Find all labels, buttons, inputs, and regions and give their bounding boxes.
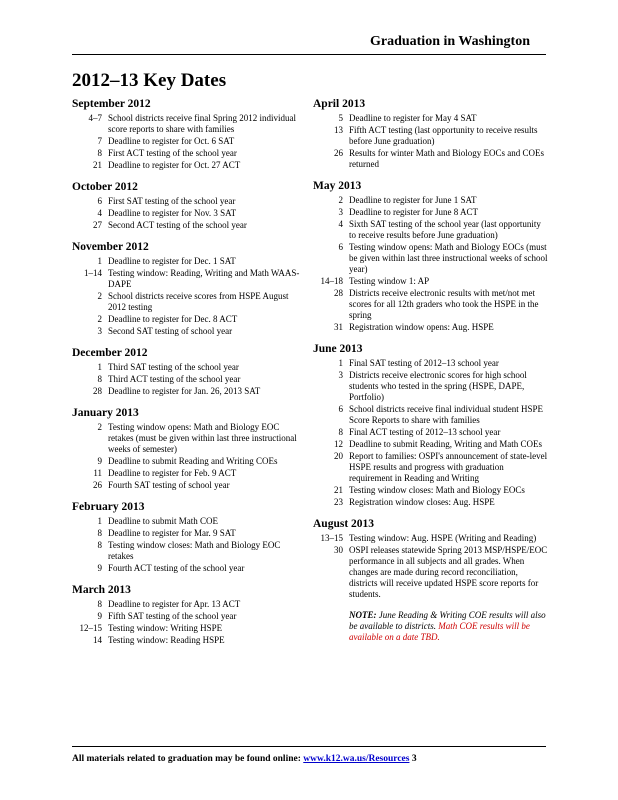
entry-date: 6 [97, 196, 102, 206]
entry-text: Final SAT testing of 2012–13 school year [349, 358, 499, 368]
date-entry [72, 480, 304, 491]
month-heading: February 2013 [72, 501, 145, 513]
date-entry [72, 148, 304, 159]
entry-text: OSPI releases statewide Spring 2013 MSP/HSPE/EOC performance in all subjects and all grades. When changes are made during record reconciliation, districts will receive updated HSPE score reports for students. [349, 545, 548, 599]
entry-text: Sixth SAT testing of the school year (last opportunity to receive results before June graduation) [349, 219, 541, 240]
entry-date: 1 [97, 362, 102, 372]
entry-date: 14–18 [320, 276, 343, 286]
entry-date: 27 [93, 220, 102, 230]
entry-date: 6 [338, 242, 343, 252]
month-section [313, 98, 548, 170]
date-entry [313, 358, 548, 369]
entry-date: 23 [334, 497, 343, 507]
entry-date: 2 [338, 195, 343, 205]
entry-date: 8 [97, 148, 102, 158]
entry-text: Deadline to register for Oct. 27 ACT [108, 160, 241, 170]
date-entry [313, 195, 548, 206]
entry-date: 2 [97, 314, 102, 324]
date-entry [72, 456, 304, 467]
entry-date: 13–15 [320, 533, 343, 543]
entry-text: Deadline to register for Mar. 9 SAT [108, 528, 236, 538]
entry-text: Fourth SAT testing of school year [108, 480, 230, 490]
month-heading: May 2013 [313, 180, 362, 192]
date-entry [313, 533, 548, 544]
entry-text: First ACT testing of the school year [108, 148, 237, 158]
date-entry [72, 208, 304, 219]
entry-date: 21 [334, 485, 343, 495]
entry-date: 26 [93, 480, 102, 490]
entry-date: 20 [334, 451, 343, 461]
entry-text: Deadline to register for Feb. 9 ACT [108, 468, 237, 478]
date-entry [72, 623, 304, 634]
date-entry [72, 540, 304, 562]
footer-rule [72, 746, 546, 747]
results-note [349, 610, 548, 643]
date-entry [72, 374, 304, 385]
entry-text: Testing window closes: Math and Biology EOC retakes [108, 540, 281, 561]
date-entry [313, 125, 548, 147]
month-section [313, 518, 548, 600]
date-entry [313, 219, 548, 241]
entry-text: Testing window: Writing HSPE [108, 623, 223, 633]
date-entry [72, 326, 304, 337]
date-entry [72, 599, 304, 610]
resources-link[interactable]: www.k12.wa.us/Resources [303, 754, 410, 764]
entry-date: 14 [93, 635, 102, 645]
entry-text: Testing window: Aug. HSPE (Writing and Reading) [349, 533, 537, 543]
entry-text: Third ACT testing of the school year [108, 374, 241, 384]
entry-text: Fifth ACT testing (last opportunity to receive results before June graduation) [349, 125, 538, 146]
entry-date: 4–7 [88, 113, 102, 123]
entry-date: 3 [338, 370, 343, 380]
entry-date: 9 [97, 563, 102, 573]
entry-date: 8 [97, 599, 102, 609]
date-entry [313, 322, 548, 333]
entry-text: Testing window 1: AP [349, 276, 430, 286]
entry-text: Testing window: Reading, Writing and Math WAAS-DAPE [108, 268, 300, 289]
header-title: Graduation in Washington [369, 34, 530, 49]
entry-date: 12–15 [79, 623, 102, 633]
entry-text: Third SAT testing of the school year [108, 362, 239, 372]
entry-text: Deadline to register for Dec. 1 SAT [108, 256, 236, 266]
date-entry [313, 545, 548, 600]
date-entry [72, 256, 304, 267]
month-section [72, 407, 304, 491]
entry-date: 9 [97, 611, 102, 621]
note-text: June Reading & Writing COE results will also be available to districts. [349, 610, 546, 631]
entry-text: Deadline to register for Nov. 3 SAT [108, 208, 237, 218]
entry-date: 8 [338, 427, 343, 437]
entry-date: 1 [97, 256, 102, 266]
month-heading: November 2012 [72, 241, 149, 253]
entry-date: 12 [334, 439, 343, 449]
date-entry [72, 528, 304, 539]
note-lead: NOTE: [349, 610, 377, 620]
entry-text: Deadline to register for June 1 SAT [349, 195, 477, 205]
entry-date: 13 [334, 125, 343, 135]
entry-text: Testing window opens: Math and Biology EOC retakes (must be given within last three instructional weeks of semester) [108, 422, 297, 454]
entry-text: Testing window: Reading HSPE [108, 635, 225, 645]
entry-text: Deadline to register for May 4 SAT [349, 113, 477, 123]
entry-date: 3 [338, 207, 343, 217]
entry-text: Testing window opens: Math and Biology EOCs (must be given within last three instructional weeks of school year) [349, 242, 548, 274]
entry-text: Deadline to register for June 8 ACT [349, 207, 478, 217]
entry-text: Deadline to register for Oct. 6 SAT [108, 136, 235, 146]
date-entry [313, 485, 548, 496]
date-entry [313, 451, 548, 484]
month-heading: September 2012 [72, 98, 151, 110]
entry-text: Registration window opens: Aug. HSPE [349, 322, 494, 332]
date-entry [72, 113, 304, 135]
date-entry [72, 386, 304, 397]
entry-date: 28 [334, 288, 343, 298]
date-entry [72, 611, 304, 622]
entry-text: Report to families: OSPI's announcement of state-level HSPE results and progress with graduation requirement in Reading and Writing [349, 451, 548, 483]
entry-date: 2 [97, 422, 102, 432]
entry-date: 28 [93, 386, 102, 396]
month-heading: April 2013 [313, 98, 366, 110]
date-entry [313, 404, 548, 426]
entry-date: 9 [97, 456, 102, 466]
entry-text: Registration window closes: Aug. HSPE [349, 497, 495, 507]
entry-date: 7 [97, 136, 102, 146]
date-entry [72, 196, 304, 207]
entry-date: 8 [97, 540, 102, 550]
date-entry [72, 314, 304, 325]
entry-text: Districts receive electronic results with met/not met scores for all 12th graders who took the HSPE in the spring [349, 288, 539, 320]
month-heading: December 2012 [72, 347, 148, 359]
entry-text: Second ACT testing of the school year [108, 220, 247, 230]
month-section [72, 347, 304, 397]
date-entry [313, 242, 548, 275]
entry-text: Deadline to submit Reading, Writing and Math COEs [349, 439, 542, 449]
month-section [313, 343, 548, 508]
date-entry [72, 468, 304, 479]
date-entry [72, 220, 304, 231]
entry-date: 4 [97, 208, 102, 218]
page-header [72, 24, 546, 55]
date-entry [72, 362, 304, 373]
entry-date: 31 [334, 322, 343, 332]
entry-text: Second SAT testing of school year [108, 326, 233, 336]
entry-text: Deadline to submit Reading and Writing COEs [108, 456, 278, 466]
month-heading: June 2013 [313, 343, 363, 355]
entry-date: 8 [97, 528, 102, 538]
entry-date: 11 [93, 468, 102, 478]
entry-date: 2 [97, 291, 102, 301]
month-section [72, 501, 304, 574]
date-entry [313, 207, 548, 218]
date-entry [72, 160, 304, 171]
entry-date: 3 [97, 326, 102, 336]
month-section [313, 180, 548, 333]
entry-text: School districts receive final individual student HSPE Score Reports to share with families [349, 404, 543, 425]
date-entry [313, 370, 548, 403]
footer [72, 754, 417, 764]
entry-text: Fourth ACT testing of the school year [108, 563, 245, 573]
date-entry [72, 422, 304, 455]
entry-date: 30 [334, 545, 343, 555]
entry-text: School districts receive scores from HSPE August 2012 testing [108, 291, 289, 312]
entry-text: Testing window closes: Math and Biology EOCs [349, 485, 525, 495]
date-entry [313, 288, 548, 321]
entry-date: 4 [338, 219, 343, 229]
left-column [72, 98, 304, 656]
month-heading: March 2013 [72, 584, 131, 596]
date-entry [72, 136, 304, 147]
note-red-text: Math COE results will be available on a date TBD. [349, 621, 530, 642]
date-entry [313, 439, 548, 450]
right-column [313, 98, 548, 643]
date-entry [72, 516, 304, 527]
entry-date: 8 [97, 374, 102, 384]
month-heading: October 2012 [72, 181, 138, 193]
footer-text: All materials related to graduation may be found online: [72, 754, 304, 764]
entry-date: 1–14 [84, 268, 102, 278]
date-entry [72, 563, 304, 574]
entry-text: Deadline to register for Dec. 8 ACT [108, 314, 238, 324]
date-entry [313, 276, 548, 287]
entry-date: 21 [93, 160, 102, 170]
entry-date: 26 [334, 148, 343, 158]
entry-date: 5 [338, 113, 343, 123]
entry-date: 6 [338, 404, 343, 414]
month-section [72, 181, 304, 231]
entry-text: Final ACT testing of 2012–13 school year [349, 427, 501, 437]
date-entry [72, 635, 304, 646]
date-entry [313, 113, 548, 124]
month-heading: January 2013 [72, 407, 139, 419]
date-entry [72, 291, 304, 313]
date-entry [313, 427, 548, 438]
entry-text: Deadline to submit Math COE [108, 516, 218, 526]
entry-text: First SAT testing of the school year [108, 196, 236, 206]
entry-text: Deadline to register for Jan. 26, 2013 SAT [108, 386, 261, 396]
entry-text: School districts receive final Spring 2012 individual score reports to share with families [108, 113, 296, 134]
entry-date: 1 [97, 516, 102, 526]
page-number: 3 [411, 754, 417, 764]
month-section [72, 241, 304, 337]
month-section [72, 98, 304, 171]
entry-text: Deadline to register for Apr. 13 ACT [108, 599, 241, 609]
date-entry [313, 497, 548, 508]
page-title: 2012–13 Key Dates [72, 70, 227, 91]
month-heading: August 2013 [313, 518, 375, 530]
date-entry [313, 148, 548, 170]
date-entry [72, 268, 304, 290]
month-section [72, 584, 304, 646]
entry-text: Fifth SAT testing of the school year [108, 611, 237, 621]
entry-text: Results for winter Math and Biology EOCs and COEs returned [349, 148, 544, 169]
entry-text: Districts receive electronic scores for high school students who tested in the spring (HSPE, DAPE, Portfolio) [349, 370, 527, 402]
entry-date: 1 [338, 358, 343, 368]
